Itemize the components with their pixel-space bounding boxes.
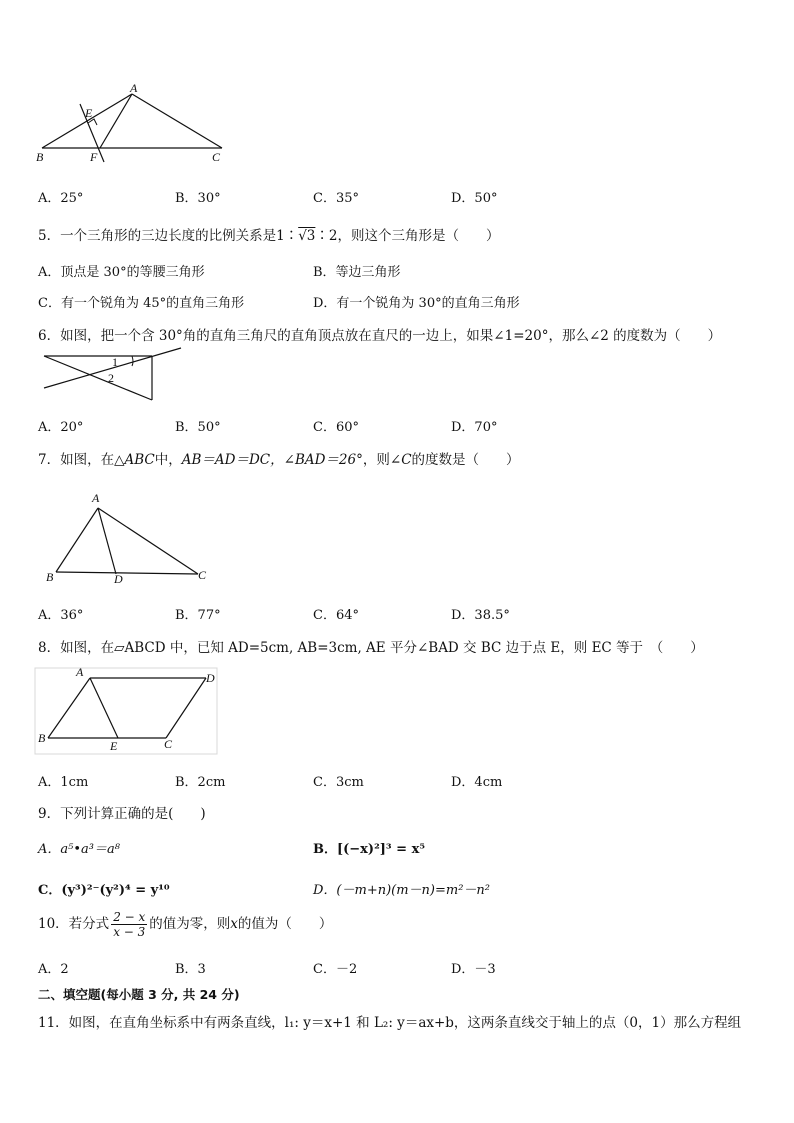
q4-option-d: D．50° xyxy=(451,191,498,206)
q5-stem-post: ，则这个三角形是（ ） xyxy=(337,228,500,244)
q4-option-b: B．30° xyxy=(175,191,221,206)
q7-stem-mid: 中， xyxy=(154,452,182,468)
q4-label-f: F xyxy=(90,150,98,164)
q9-option-b: B．[(−x)²]³ = x⁵ xyxy=(313,842,426,857)
q4-label-e: E xyxy=(85,106,93,120)
q8-option-d: D．4cm xyxy=(451,775,503,790)
q6-label-1: 1 xyxy=(112,355,118,369)
q7-condition: AB＝AD＝DC，∠BAD＝26° xyxy=(181,452,363,468)
q8-label-d: D xyxy=(206,671,215,685)
q7-label-d: D xyxy=(114,572,123,586)
q8-label-c: C xyxy=(164,737,173,751)
q8-option-b: B．2cm xyxy=(175,775,226,790)
q7-stem-end: 的度数是（ ） xyxy=(411,452,520,468)
q7-label-c: C xyxy=(198,568,207,582)
q10-option-a: A．2 xyxy=(38,962,69,977)
q4-option-c: C．35° xyxy=(313,191,359,206)
q5-ratio: 1∶ xyxy=(276,228,299,244)
q9-option-d: D．(－m+n)(m－n)=m²－n² xyxy=(313,883,491,898)
q7-abc: ABC xyxy=(124,452,155,468)
q10-fraction xyxy=(111,910,147,939)
q7-label-a: A xyxy=(92,491,100,505)
q5-stem xyxy=(38,224,499,244)
q7-option-d: D．38.5° xyxy=(451,608,510,623)
q10-fraction-numerator: 2 − x xyxy=(113,910,146,924)
q4-option-a: A．25° xyxy=(38,191,84,206)
q10-option-c: C．－2 xyxy=(313,962,358,977)
q8-figure xyxy=(34,664,224,756)
q4-label-b: B xyxy=(36,150,44,164)
q6-figure xyxy=(36,344,186,406)
q10-stem-pre: 10．若分式 xyxy=(38,916,110,932)
q7-option-b: B．77° xyxy=(175,608,221,623)
q6-label-2: 2 xyxy=(108,371,114,385)
q10-stem-end: 的值为（ ） xyxy=(237,916,333,932)
q9-option-a: A．a⁵•a³＝a⁸ xyxy=(38,842,120,857)
q8-label-b: B xyxy=(38,731,46,745)
q5-option-d: D．有一个锐角为 30°的直角三角形 xyxy=(313,296,520,311)
q7-stem-post: ，则∠ xyxy=(362,452,402,468)
q11-stem: 11．如图，在直角坐标系中有两条直线，l₁: y＝x+1 和 L₂: y＝ax+b，这两条直线交于轴上的点（0，1）那么方程组 xyxy=(38,1015,742,1031)
q6-option-c: C．60° xyxy=(313,420,359,435)
q7-c: C xyxy=(401,452,412,468)
q8-option-c: C．3cm xyxy=(313,775,364,790)
q7-option-c: C．64° xyxy=(313,608,359,623)
q4-label-a: A xyxy=(130,82,138,95)
q9-stem: 9．下列计算正确的是( ) xyxy=(38,806,206,822)
q10-stem xyxy=(38,910,332,939)
section-2-heading: 二、填空题(每小题 3 分, 共 24 分) xyxy=(38,987,240,1002)
q7-figure xyxy=(40,488,220,588)
q4-figure xyxy=(32,82,232,166)
q8-stem: 8．如图，在▱ABCD 中，已知 AD=5cm, AB=3cm, AE 平分∠BAD 交 BC 边于点 E，则 EC 等于 （ ） xyxy=(38,640,704,656)
q8-label-e: E xyxy=(110,739,118,753)
q6-option-d: D．70° xyxy=(451,420,498,435)
q7-option-a: A．36° xyxy=(38,608,84,623)
q5-option-a: A．顶点是 30°的等腰三角形 xyxy=(38,265,205,280)
q10-option-b: B．3 xyxy=(175,962,206,977)
q10-x: x xyxy=(230,916,238,932)
q8-label-a: A xyxy=(76,665,84,679)
q6-option-a: A．20° xyxy=(38,420,84,435)
q4-label-c: C xyxy=(212,150,221,164)
q6-option-b: B．50° xyxy=(175,420,221,435)
q9-option-c: C．(y³)²⁻(y²)⁴ = y¹⁰ xyxy=(38,883,170,898)
q5-ratio2: ∶2 xyxy=(315,228,338,244)
q6-stem: 6．如图，把一个含 30°角的直角三角尺的直角顶点放在直尺的一边上，如果∠1=20°，那么∠2 的度数为（ ） xyxy=(38,328,722,344)
q10-fraction-denominator: x − 3 xyxy=(113,925,146,939)
q8-option-a: A．1cm xyxy=(38,775,89,790)
q7-stem-pre: 7．如图，在△ xyxy=(38,452,125,468)
q5-option-c: C．有一个锐角为 45°的直角三角形 xyxy=(38,296,245,311)
q7-label-b: B xyxy=(46,570,54,584)
q5-option-b: B．等边三角形 xyxy=(313,265,401,280)
q10-option-d: D．－3 xyxy=(451,962,496,977)
q10-stem-post: 的值为零，则 xyxy=(149,916,231,932)
q5-stem-pre: 5．一个三角形的三边长度的比例关系是 xyxy=(38,228,277,244)
q7-stem xyxy=(38,448,520,468)
q5-sqrt: √3 xyxy=(298,228,316,244)
